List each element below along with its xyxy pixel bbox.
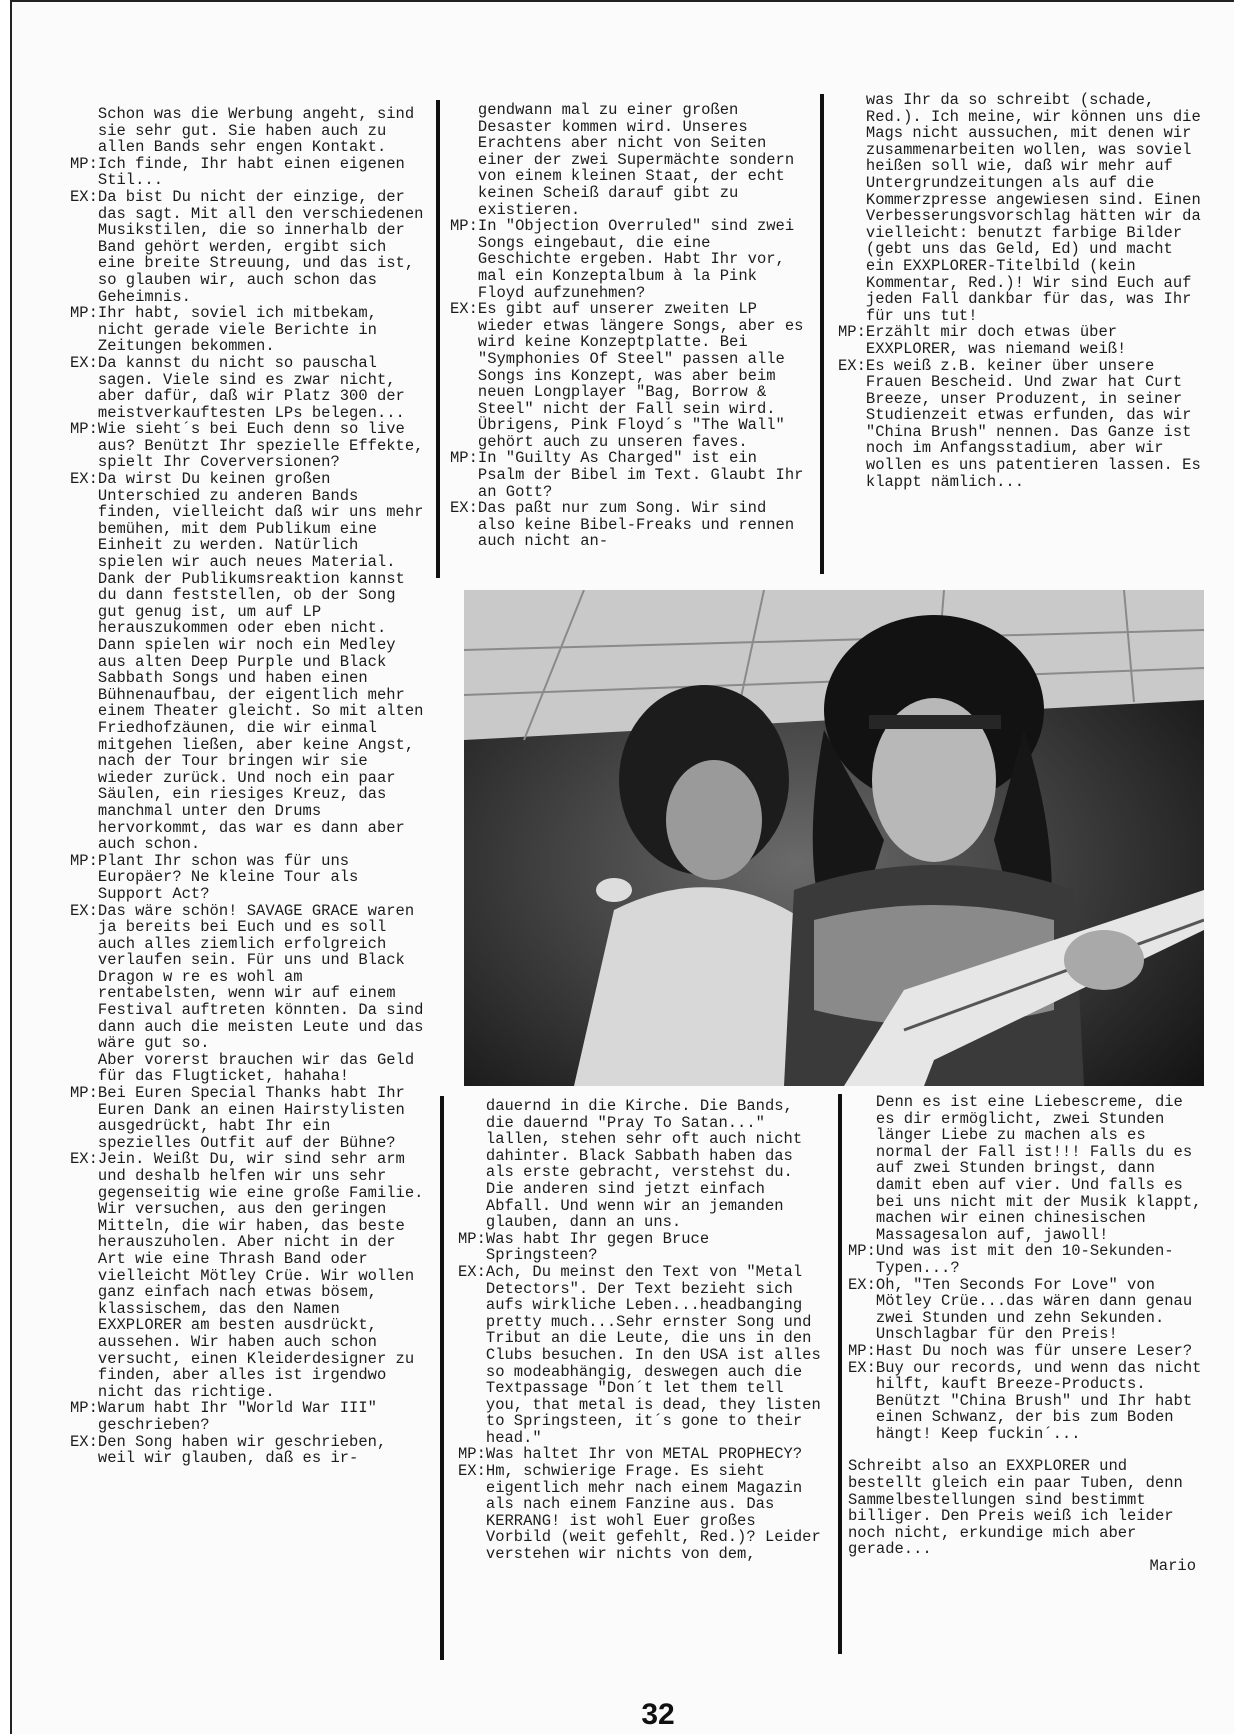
dialogue-text: In "Guilty As Charged" ist ein Psalm der Bibel im Text. Glaubt Ihr an Gott? [477, 449, 804, 501]
dialogue-text: Ich finde, Ihr habt einen eigenen Stil... [97, 154, 405, 190]
dialogue-text: gendwann mal zu einer großen Desaster kommen wird. Unseres Erachtens aber nicht von Seiten einer der zwei Supermächte sondern von einem kleinen Staat, der echt keinen Scheiß darauf gibt zu existieren. [477, 101, 795, 219]
dialogue-line [458, 1463, 826, 1563]
speaker-tag: EX: [70, 901, 98, 920]
speaker-tag: MP: [70, 304, 98, 323]
speaker-tag [458, 1098, 486, 1231]
column-2-bottom [458, 1098, 826, 1563]
dialogue-line [450, 450, 806, 500]
dialogue-text: Hast Du noch was für unsere Leser? [875, 1341, 1193, 1360]
dialogue-text: Was habt Ihr gegen Bruce Springsteen? [485, 1229, 710, 1265]
paragraph [838, 92, 1206, 324]
column-divider-4 [838, 1094, 842, 1654]
dialogue-line [458, 1231, 826, 1264]
dialogue-line [838, 358, 1206, 491]
dialogue-text: Das paßt nur zum Song. Wir sind also keine Bibel-Freaks und rennen auch nicht an- [477, 499, 795, 551]
dialogue-text: Denn es ist eine Liebescreme, die es dir ermöglicht, zwei Stunden länger Liebe zu machen als es normal der Fall ist!!! Falls du es auf zwei Stunden bringst, dann damit eben auf vier. Und falls es bei uns nicht mit der Musik klappt, machen wir einen chinesischen Massagesalon auf, jawoll! [875, 1093, 1202, 1244]
column-1 [70, 106, 428, 1467]
dialogue-text: dauernd in die Kirche. Die Bands, die dauernd "Pray To Satan..." lallen, stehen sehr oft auch nicht dahinter. Black Sabbath haben das als erste gebracht, verstehst du. Die anderen sind jetzt einfach Abfall. Und wenn wir an jemanden glauben, dann an uns. [485, 1097, 803, 1232]
dialogue-text: Hm, schwierige Frage. Es sieht eigentlich mehr nach einem Magazin als nach einem Fanzine aus. Das KERRANG! ist wohl Euer großes Vorbild (weit gefehlt, Red.)? Leider verstehen wir nichts von dem, [485, 1462, 821, 1564]
dialogue-line [450, 301, 806, 450]
speaker-tag: EX: [70, 1432, 98, 1451]
dialogue-text: Warum habt Ihr "World War III" geschrieben? [97, 1399, 377, 1434]
speaker-tag [450, 102, 478, 218]
column-3-top [838, 92, 1206, 490]
speaker-tag: EX: [70, 353, 98, 372]
dialogue-text: Was haltet Ihr von METAL PROPHECY? [485, 1445, 803, 1464]
magazine-page [10, 0, 1234, 1734]
speaker-tag: EX: [70, 1150, 98, 1169]
dialogue-line [70, 156, 428, 189]
speaker-tag [848, 1094, 876, 1243]
closing-paragraph: Schreibt also an EXXPLORER und bestellt gleich ein paar Tuben, denn Sammelbestellungen sind bestimmt billiger. Den Preis weiß ich leider noch nicht, erkundige mich aber gerade... [848, 1457, 1183, 1559]
dialogue-line [70, 189, 428, 305]
dialogue-text: Erzählt mir doch etwas über EXXPLORER, was niemand weiß! [865, 323, 1127, 358]
dialogue-text: Und was ist mit den 10-Sekunden-Typen...? [875, 1242, 1174, 1277]
speaker-tag: MP: [70, 420, 98, 439]
speaker-tag: EX: [450, 300, 478, 319]
dialogue-line [70, 1151, 428, 1400]
dialogue-text: Wie sieht´s bei Euch denn so live aus? Benützt Ihr spezielle Effekte, spielt Ihr Coverversionen? [97, 420, 424, 472]
speaker-tag: MP: [848, 1242, 876, 1261]
dialogue-text: Da wirst Du keinen großen Unterschied zu anderen Bands finden, vielleicht daß wir uns mehr bemühen, mit dem Publikum eine Einheit zu werden. Natürlich spielen wir auch neues Material. Dank der Publikumsreaktion kannst du dann feststellen, ob der Song gut genug ist, um auf LP herauszukommen oder eben nicht. Dann spielen wir noch ein Medley aus alten Deep Purple und Black Sabbath Songs und haben einen Bühnenaufbau, der eigentlich mehr einem Theater gleicht. So mit alten Friedhofzäunen, die wir einmal mitgehen ließen, aber keine Angst, nach der Tour bringen wir sie wieder zurück. Und noch ein paar Säulen, ein riesiges Kreuz, das manchmal unter den Drums hervorkommt, das war es dann aber auch schon. [97, 470, 424, 854]
dialogue-text: Oh, "Ten Seconds For Love" von Mötley Crüe...das wären dann genau zwei Stunden und zehn Sekunden. Unschlagbar für den Preis! [875, 1275, 1193, 1344]
dialogue-line [70, 1400, 428, 1433]
dialogue-line [848, 1360, 1210, 1443]
speaker-tag: EX: [848, 1275, 876, 1294]
dialogue-text: Ach, Du meinst den Text von "Metal Detectors". Der Text bezieht sich aufs wirkliche Leben...headbanging pretty much...Sehr ernster Song und Tribut an die Leute, die uns in den Clubs besuchen. In den USA ist alles so modeabhängig, deswegen auch die Textpassage "Don´t let them tell you, that metal is dead, they listen to Springsteen, it´s gone to their head." [485, 1262, 821, 1447]
dialogue-line [848, 1243, 1210, 1276]
speaker-tag: EX: [70, 470, 98, 489]
speaker-tag [838, 92, 866, 324]
dialogue-line [70, 305, 428, 355]
column-3-bottom-dialogue [848, 1094, 1210, 1442]
dialogue-line [458, 1446, 826, 1463]
dialogue-text: Es gibt auf unserer zweiten LP wieder etwas längere Songs, aber es wird keine Konzeptplatte. Bei "Symphonies Of Steel" passen alle Songs ins Konzept, was aber beim neuen Longplayer "Bag, Borrow & Steel" nicht der Fall sein wird. Übrigens, Pink Floyd´s "The Wall" gehört auch zu unseren faves. [477, 300, 804, 451]
page-number: 32 [641, 1698, 675, 1731]
dialogue-text: Das wäre schön! SAVAGE GRACE waren ja bereits bei Euch und es soll auch alles ziemlich erfolgreich verlaufen sein. Für uns und Black Dragon w re es wohl am rentabelsten, wenn wir auf einem Festival auftreten könnten. Da sind dann auch die meisten Leute und das wäre gut so. [97, 901, 424, 1053]
speaker-tag: EX: [458, 1462, 486, 1481]
speaker-tag [70, 106, 98, 156]
dialogue-text: Plant Ihr schon was für uns Europäer? Ne kleine Tour als Support Act? [97, 851, 359, 903]
speaker-tag: EX: [450, 499, 478, 518]
dialogue-line [458, 1264, 826, 1447]
dialogue-text: Schon was die Werbung angeht, sind sie sehr gut. Sie haben auch zu allen Bands sehr engen Kontakt. [97, 105, 415, 157]
paragraph [450, 102, 806, 218]
speaker-tag: MP: [848, 1341, 876, 1360]
column-3-bottom [848, 1094, 1210, 1575]
band-photo [464, 590, 1204, 1086]
dialogue-line [450, 218, 806, 301]
dialogue-text: Ihr habt, soviel ich mitbekam, nicht gerade viele Berichte in Zeitungen bekommen. [97, 304, 377, 356]
paragraph [70, 1052, 428, 1085]
paragraph [848, 1094, 1210, 1243]
dialogue-text: Es weiß z.B. keiner über unsere Frauen Bescheid. Und zwar hat Curt Breeze, unser Produzent, in seiner Studienzeit etwas erfunden, das wir "China Brush" nennen. Das Ganze ist noch im Anfangsstadium, aber wir wollen es uns patentieren lassen. Es klappt nämlich... [865, 356, 1201, 491]
dialogue-text: Da kannst du nicht so pauschal sagen. Viele sind es zwar nicht, aber dafür, daß wir Platz 300 der meistverkauftesten LPs belegen... [97, 353, 405, 422]
dialogue-text: Bei Euren Special Thanks habt Ihr Euren Dank an einen Hairstylisten ausgedrückt, habt Ihr ein spezielles Outfit auf der Bühne? [97, 1084, 405, 1152]
author-signature: Mario [1149, 1557, 1196, 1576]
dialogue-text: Aber vorerst brauchen wir das Geld für das Flugticket, hahaha! [97, 1050, 415, 1086]
dialogue-line [70, 1434, 428, 1467]
column-divider-3 [440, 1096, 444, 1660]
dialogue-text: Jein. Weißt Du, wir sind sehr arm und deshalb helfen wir uns sehr gegenseitig wie eine große Familie. Wir versuchen, aus den geringen Mitteln, die wir haben, das beste herauszuholen. Aber nicht in der Art wie eine Thrash Band oder vielleicht Mötley Crüe. Wir wollen ganz einfach nach etwas bösem, klassischem, das den Namen EXXPLORER am besten ausdrückt, aussehen. Wir haben auch schon versucht, einen Kleiderdesigner zu finden, aber alles ist irgendwo nicht das richtige. [97, 1150, 424, 1401]
dialogue-text: Da bist Du nicht der einzige, der das sagt. Mit all den verschiedenen Musikstilen, die so innerhalb der Band gehört werden, ergibt sich eine breite Streuung, und das ist, so glauben wir, auch schon das Geheimnis. [97, 187, 424, 306]
paragraph [70, 106, 428, 156]
speaker-tag: MP: [70, 1084, 98, 1103]
dialogue-line [848, 1343, 1210, 1360]
dialogue-line [70, 903, 428, 1052]
speaker-tag: EX: [70, 187, 98, 206]
dialogue-text: In "Objection Overruled" sind zwei Songs eingebaut, die eine Geschichte ergeben. Habt Ihr vor, mal ein Konzeptalbum à la Pink Floyd aufzunehmen? [477, 217, 795, 302]
dialogue-text: Buy our records, und wenn das nicht hilft, kauft Breeze-Products. Benützt "China Brush" und Ihr habt einen Schwanz, der bis zum Boden hängt! Keep fuckin´... [875, 1358, 1202, 1443]
speaker-tag: MP: [458, 1229, 486, 1248]
speaker-tag: MP: [70, 851, 98, 870]
speaker-tag: MP: [450, 217, 478, 236]
speaker-tag: MP: [838, 323, 866, 342]
dialogue-text: was Ihr da so schreibt (schade, Red.). Ich meine, wir können uns die Mags nicht aussuchen, mit denen wir zusammenarbeiten wollen, was soviel heißen soll wie, daß wir mehr auf Untergrundzeitungen als auf die Kommerzpresse angewiesen sind. Einen Verbesserungsvorschlag hätten wir da vielleicht: benutzt farbige Bilder (gebt uns das Geld, Ed) und macht ein EXXPLORER-Titelbild (kein Kommentar, Red.)! Wir sind Euch auf jeden Fall dankbar für das, was Ihr für uns tut! [865, 91, 1201, 325]
dialogue-line [70, 471, 428, 853]
dialogue-line [450, 500, 806, 550]
dialogue-line [70, 421, 428, 471]
dialogue-text: Den Song haben wir geschrieben, weil wir glauben, daß es ir- [97, 1432, 387, 1468]
speaker-tag: MP: [450, 449, 478, 468]
dialogue-line [838, 324, 1206, 357]
speaker-tag: EX: [458, 1262, 486, 1281]
speaker-tag: EX: [838, 356, 866, 375]
column-divider-1 [436, 100, 440, 578]
dialogue-line [70, 355, 428, 421]
dialogue-line [848, 1277, 1210, 1343]
speaker-tag: MP: [70, 154, 98, 173]
column-2-top [450, 102, 806, 550]
paragraph [458, 1098, 826, 1231]
dialogue-line [70, 1085, 428, 1151]
column-divider-2 [820, 94, 824, 574]
dialogue-line [70, 853, 428, 903]
speaker-tag: MP: [70, 1399, 98, 1418]
speaker-tag: MP: [458, 1445, 486, 1464]
speaker-tag: EX: [848, 1358, 876, 1377]
speaker-tag [70, 1052, 98, 1085]
